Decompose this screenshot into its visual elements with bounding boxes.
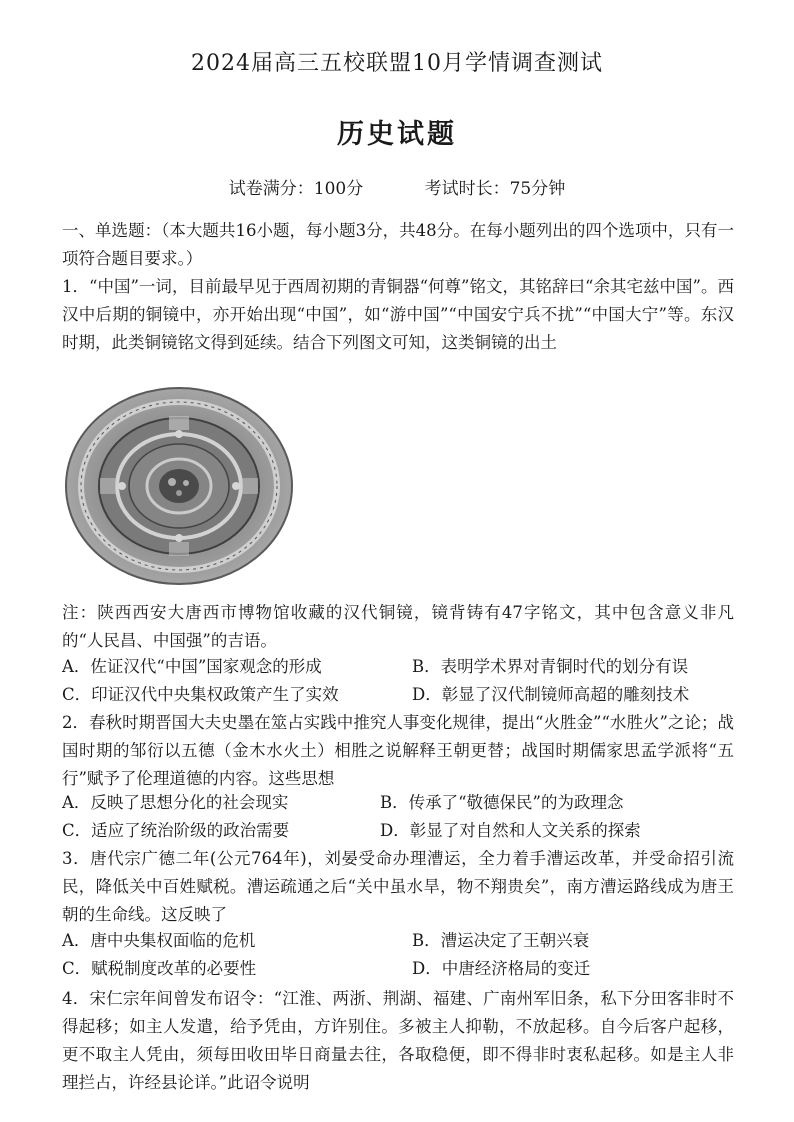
q2-option-d[interactable]: D．彰显了对自然和人文关系的探索 <box>380 821 641 840</box>
section-intro: 一、单选题：（本大题共16小题，每小题3分，共48分。在每小题列出的四个选项中，只有一项符合题目要求。） <box>62 221 734 268</box>
full-score: 试卷满分：100分 <box>228 179 364 199</box>
bronze-mirror-image <box>64 386 294 586</box>
exam-meta <box>0 174 794 199</box>
question-4-stem: 4．宋仁宗年间曾发布诏令：“江淮、两浙、荆湖、福建、广南州军旧条，私下分田客非时不得起移；如主人发遣，给予凭由，方许别住。多被主人抑勒，不放起移。自今后客户起移，更不取主人凭由，须每田收田毕日商量去往，各取稳便，即不得非时衷私起移。如是主人非理拦占，许经县论详。”此诏令说明 <box>62 989 734 1092</box>
question-2-options-row-1 <box>62 789 734 817</box>
mirror-svg <box>64 386 294 586</box>
question-3-stem: 3．唐代宗广德二年(公元764年)，刘晏受命办理漕运，全力着手漕运改革，并受命招引流民，降低关中百姓赋税。漕运疏通之后“关中虽水旱，物不翔贵矣”，南方漕运路线成为唐王朝的生命线。这反映了 <box>62 849 734 924</box>
q2-option-b[interactable]: B．传承了“敬德保民”的为政理念 <box>380 793 624 812</box>
q3-option-a[interactable]: A．唐中央集权面临的危机 <box>62 931 256 950</box>
question-1-options-row-2 <box>62 681 734 709</box>
duration: 考试时长：75分钟 <box>424 179 566 199</box>
question-3-options-row-2 <box>62 955 734 983</box>
question-1-note: 注：陕西西安大唐西市博物馆收藏的汉代铜镜，镜背铸有47字铭文，其中包含意义非凡的“人民昌、中国强”的吉语。 <box>62 603 734 650</box>
question-3-options-row-1 <box>62 927 734 955</box>
question-1-options-row-1 <box>62 653 734 681</box>
q1-option-c[interactable]: C．印证汉代中央集权政策产生了实效 <box>62 685 339 704</box>
q1-option-a[interactable]: A．佐证汉代“中国”国家观念的形成 <box>62 657 322 676</box>
q3-option-d[interactable]: D．中唐经济格局的变迁 <box>412 959 591 978</box>
q2-option-c[interactable]: C．适应了统治阶级的政治需要 <box>62 821 290 840</box>
q2-option-a[interactable]: A．反映了思想分化的社会现实 <box>62 793 289 812</box>
q3-option-b[interactable]: B．漕运决定了王朝兴衰 <box>412 931 590 950</box>
question-2-stem: 2．春秋时期晋国大夫史墨在筮占实践中推究人事变化规律，提出“火胜金”“水胜火”之论；战国时期的邹衍以五德（金木水火土）相胜之说解释王朝更替；战国时期儒家思孟学派将“五行”赋予了伦理道德的内容。这些思想 <box>62 713 734 788</box>
q3-option-c[interactable]: C．赋税制度改革的必要性 <box>62 959 257 978</box>
exam-title: 2024届高三五校联盟10月学情调查测试 <box>191 51 603 76</box>
question-2-options-row-2 <box>62 817 734 845</box>
question-1-stem: 1．“中国”一词，目前最早见于西周初期的青铜器“何尊”铭文，其铭辞曰“余其宅兹中国”。西汉中后期的铜镜中，亦开始出现“中国”，如“游中国”“中国安宁兵不扰”“中国大宁”等。东汉时期，此类铜镜铭文得到延续。结合下列图文可知，这类铜镜的出土 <box>62 277 734 352</box>
subject-title: 历史试题 <box>337 119 457 150</box>
q1-option-d[interactable]: D．彰显了汉代制镜师高超的雕刻技术 <box>412 685 690 704</box>
q1-option-b[interactable]: B．表明学术界对青铜时代的划分有误 <box>412 657 689 676</box>
